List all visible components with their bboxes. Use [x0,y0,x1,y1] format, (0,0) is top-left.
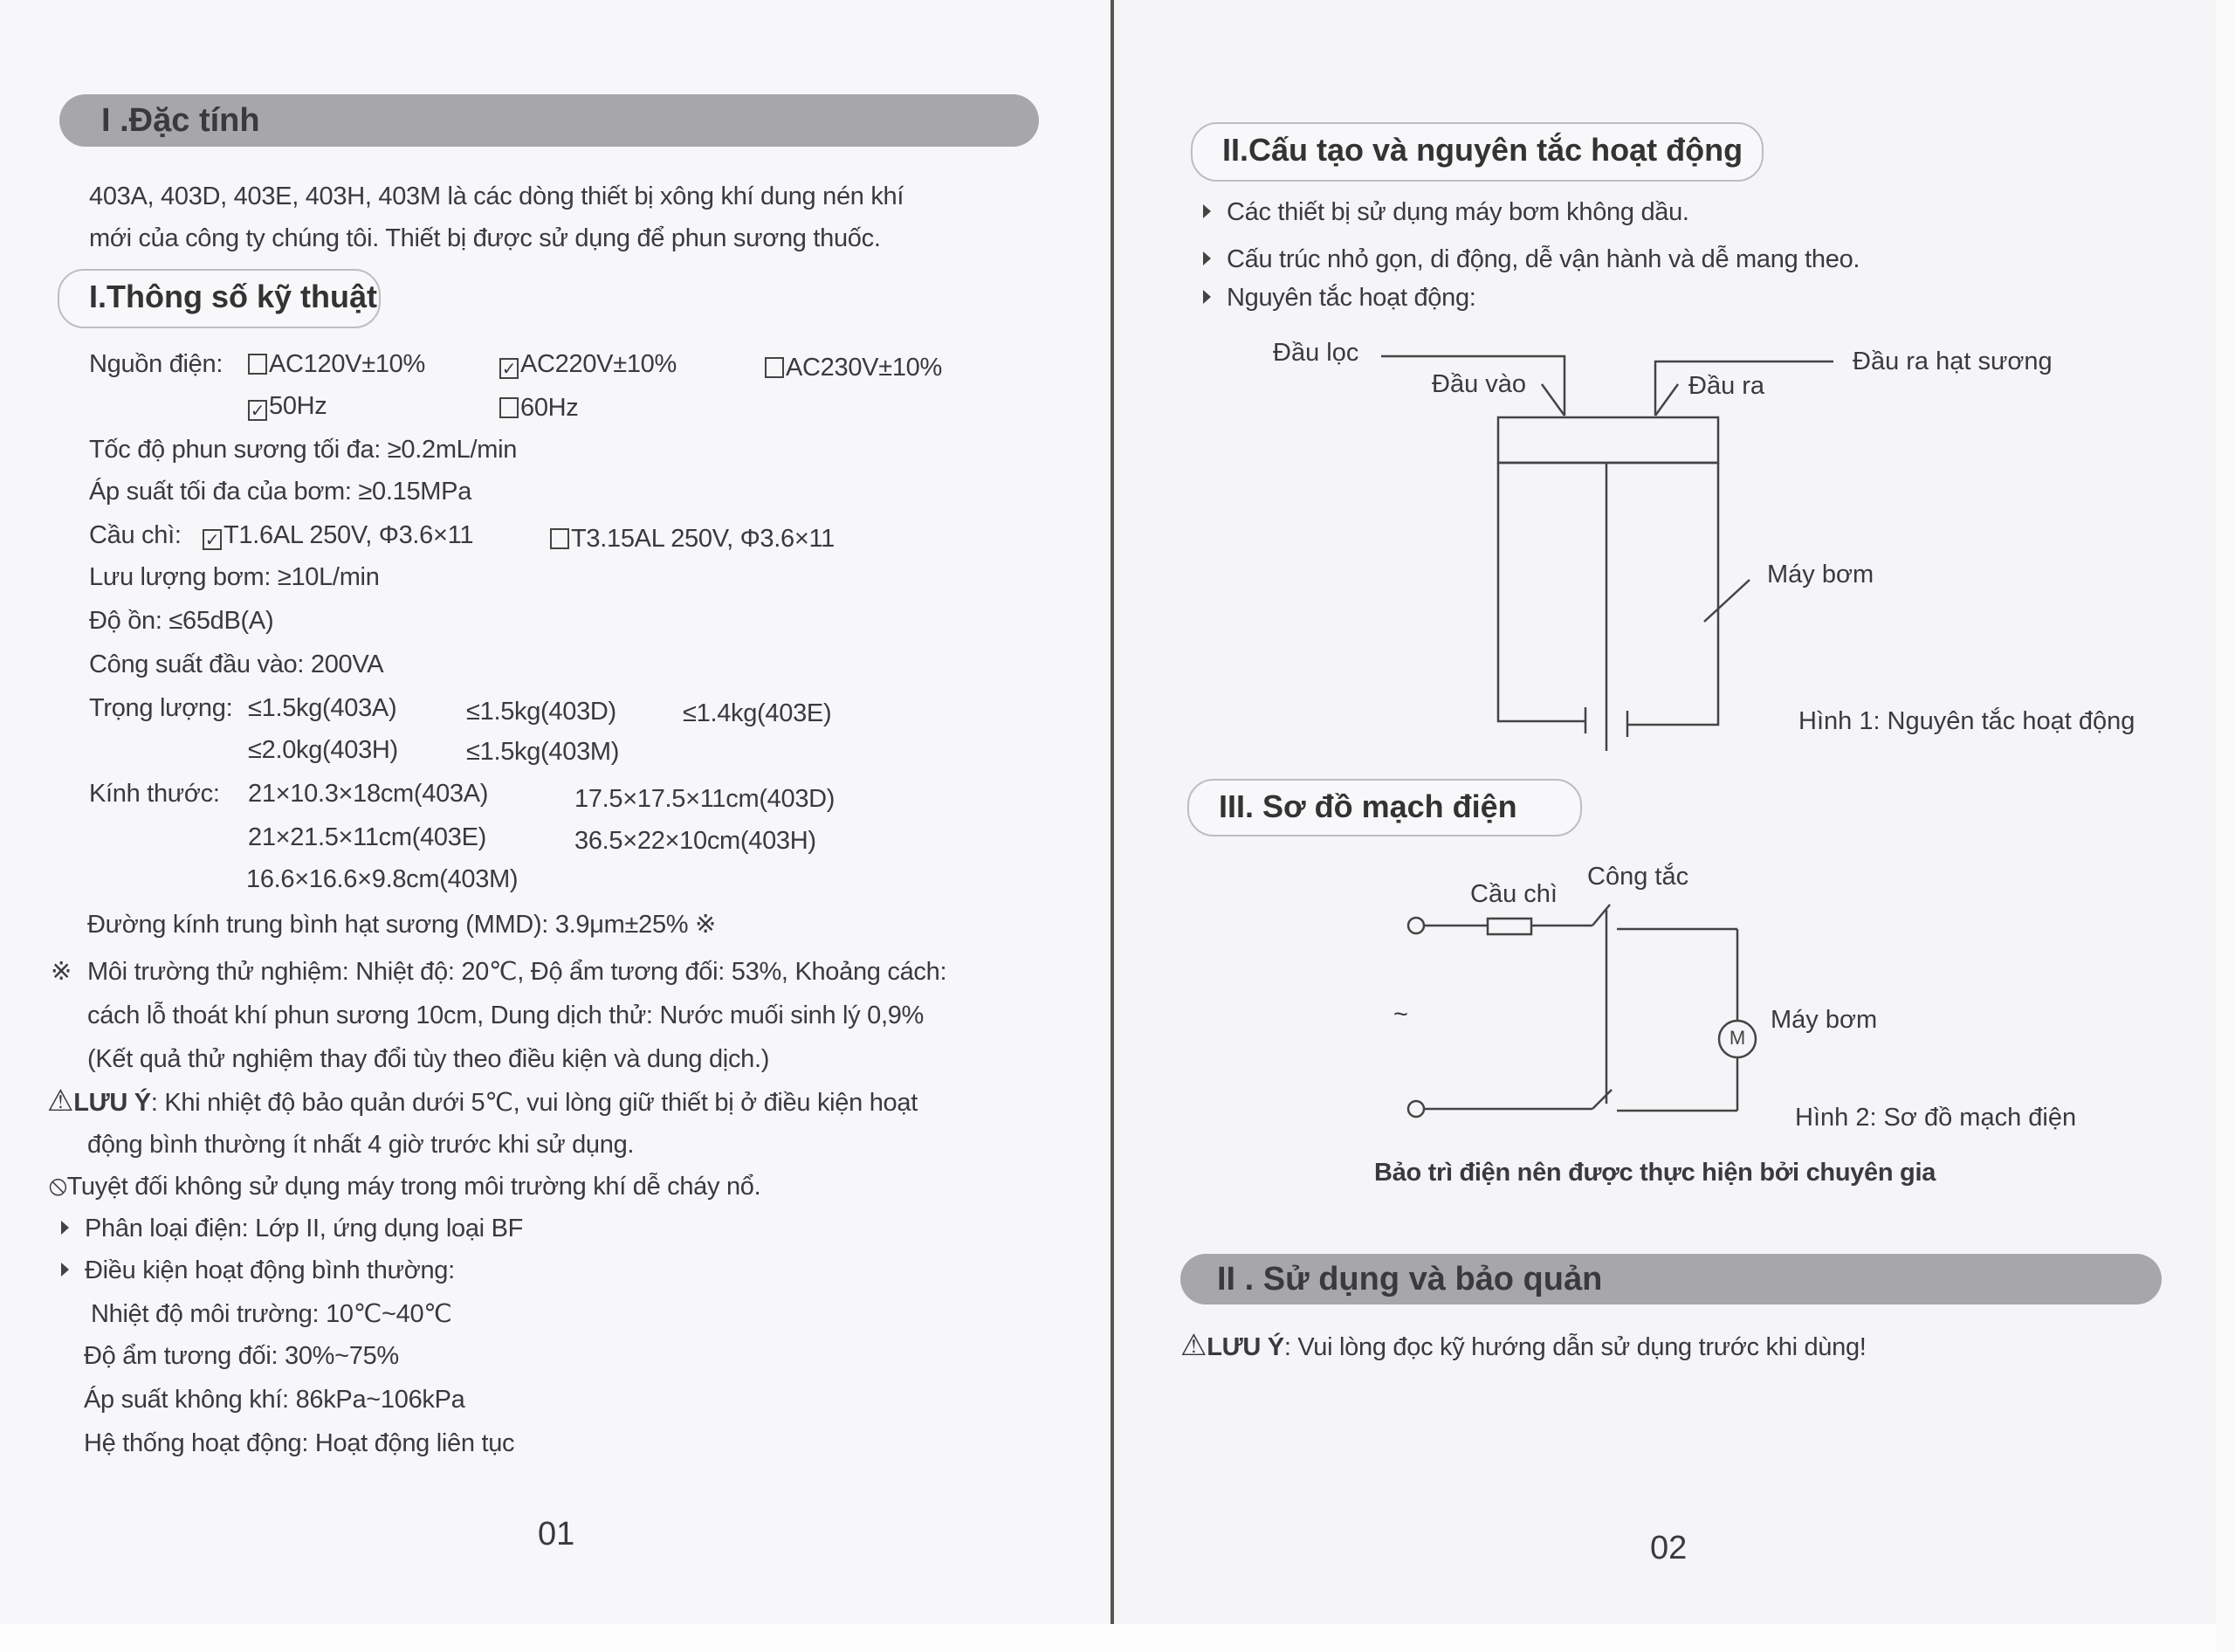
prohibition-note: ⦸Tuyệt đối không sử dụng máy trong môi trường khí dễ cháy nổ. [49,1169,761,1201]
weight-403m: ≤1.5kg(403M) [466,738,620,766]
fuse-option-1[interactable]: ✓ T1.6AL 250V, Φ3.6×11 [203,520,473,550]
bullet-arrow-icon [1203,204,1211,218]
bullet-arrow-icon [61,1221,69,1235]
size-403a: 21×10.3×18cm(403A) [248,780,489,808]
test-note-line2: cách lỗ thoát khí phun sương 10cm, Dung dịch thử: Nước muối sinh lý 0,9% [87,1002,925,1029]
checkbox-checked-icon[interactable]: ✓ [203,529,222,550]
prohibited-icon: ⦸ [49,1169,67,1201]
size-403h: 36.5×22×10cm(403H) [574,827,816,855]
figure2-circuit-diagram [1397,899,1764,1135]
label-filter: Đầu lọc [1273,339,1359,367]
checkbox-unchecked-icon[interactable] [248,354,267,375]
warning-triangle-icon: ⚠ [47,1084,74,1118]
condition-temperature: Nhiệt độ môi trường: 10℃~40℃ [91,1300,452,1328]
spec-pump-pressure: Áp suất tối đa của bơm: ≥0.15MPa [89,478,472,506]
checkbox-unchecked-icon[interactable] [765,357,784,378]
checkbox-checked-icon[interactable]: ✓ [248,400,267,421]
label-mist-outlet: Đầu ra hạt sương [1853,348,2053,375]
caution-storage-line2: động bình thường ít nhất 4 giờ trước khi sử dụng. [87,1131,635,1159]
caution-read-manual: ⚠LƯU Ý: Vui lòng đọc kỹ hướng dẫn sử dụng trước khi dùng! [1180,1329,1867,1362]
subsection-title: I.Thông số kỹ thuật [89,279,377,314]
weight-403e: ≤1.4kg(403E) [683,699,832,727]
scan-edge [2216,0,2235,1652]
condition-pressure: Áp suất không khí: 86kPa~106kPa [84,1386,465,1414]
spec-mmd: Đường kính trung bình hạt sương (MMD): 3.9μm±25% ※ [87,911,717,939]
scan-margin [0,1624,2235,1652]
spec-mist-rate: Tốc độ phun sương tối đa: ≥0.2mL/min [89,436,518,464]
size-403m: 16.6×16.6×9.8cm(403M) [246,865,519,893]
checkbox-unchecked-icon[interactable] [499,397,519,418]
test-note-symbol: ※ [51,958,72,986]
fuse-label: Cầu chì: [89,521,182,549]
checkbox-checked-icon[interactable]: ✓ [499,358,519,379]
bullet-arrow-icon [1203,290,1211,304]
warning-triangle-icon: ⚠ [1180,1329,1207,1362]
label-pump: Máy bơm [1767,561,1874,589]
weight-403h: ≤2.0kg(403H) [248,736,398,764]
subsection-header-specs [58,269,381,328]
label-inlet: Đầu vào [1432,370,1527,398]
condition-humidity: Độ ẩm tương đối: 30%~75% [84,1342,399,1370]
spec-pump-flow: Lưu lượng bơm: ≥10L/min [89,563,380,591]
spec-input-power: Công suất đầu vào: 200VA [89,650,384,678]
power-option-220v[interactable]: ✓ AC220V±10% [499,349,677,379]
page-number-left: 01 [538,1516,575,1552]
figure2-caption: Hình 2: Sơ đồ mạch điện [1795,1104,2077,1132]
freq-option-50hz[interactable]: ✓ 50Hz [248,391,327,421]
power-label: Nguồn điện: [89,350,224,378]
size-403d: 17.5×17.5×11cm(403D) [574,785,836,813]
label-fuse: Cầu chì [1470,880,1558,908]
section-header-circuit [1187,779,1582,836]
bullet-oil-free-pump: Các thiết bị sử dụng máy bơm không dầu. [1203,197,1689,227]
section-header-structure [1191,122,1764,182]
freq-option-60hz[interactable]: 60Hz [499,393,579,423]
size-403e: 21×21.5×11cm(403E) [248,823,486,851]
test-note-line3: (Kết quả thử nghiệm thay đổi tùy theo điều kiện và dung dịch.) [87,1045,770,1073]
section-title: II.Cấu tạo và nguyên tắc hoạt động [1222,132,1743,168]
book-spine [1111,0,1114,1624]
checkbox-unchecked-icon[interactable] [550,528,569,549]
bullet-compact: Cấu trúc nhỏ gọn, di động, dễ vận hành và dễ mang theo. [1203,244,1860,274]
condition-operation: Hệ thống hoạt động: Hoạt động liên tục [84,1429,515,1457]
fuse-option-2[interactable]: T3.15AL 250V, Φ3.6×11 [550,524,835,554]
page-number-right: 02 [1650,1530,1688,1566]
bullet-electric-class: Phân loại điện: Lớp II, ứng dụng loại BF [61,1214,523,1243]
label-motor-pump: Máy bơm [1771,1006,1878,1034]
bullet-arrow-icon [61,1263,69,1277]
weight-403d: ≤1.5kg(403D) [466,698,616,726]
spec-noise: Độ ồn: ≤65dB(A) [89,607,274,635]
bullet-arrow-icon [1203,251,1211,265]
figure1-operating-principle-diagram [1362,349,1851,760]
section-header-usage [1180,1254,2162,1304]
bullet-operating-principle: Nguyên tắc hoạt động: [1203,283,1476,313]
label-switch: Công tắc [1587,863,1689,891]
section-title: III. Sơ đồ mạch điện [1219,788,1517,824]
ac-symbol: ~ [1393,1001,1408,1029]
bullet-operating-conditions: Điều kiện hoạt động bình thường: [61,1256,455,1285]
size-label: Kính thước: [89,780,220,808]
section-title: II . Sử dụng và bảo quản [1217,1261,1603,1298]
section-header-characteristics [59,94,1039,147]
intro-text-line2: mới của công ty chúng tôi. Thiết bị được sử dụng để phun sương thuốc. [89,224,881,252]
intro-text-line1: 403A, 403D, 403E, 403H, 403M là các dòng thiết bị xông khí dung nén khí [89,182,904,210]
maintenance-note: Bảo trì điện nên được thực hiện bởi chuyên gia [1374,1159,1936,1187]
power-option-230v[interactable]: AC230V±10% [765,353,942,382]
figure1-caption: Hình 1: Nguyên tắc hoạt động [1798,707,2135,735]
section-title: I .Đặc tính [101,102,260,139]
test-note-line1: Môi trường thử nghiệm: Nhiệt độ: 20℃, Độ ẩm tương đối: 53%, Khoảng cách: [87,958,947,986]
power-option-120v[interactable]: AC120V±10% [248,349,425,379]
weight-label: Trọng lượng: [89,694,233,722]
motor-symbol: M [1729,1027,1746,1049]
label-outlet: Đầu ra [1688,372,1765,400]
weight-403a: ≤1.5kg(403A) [248,694,397,722]
caution-storage: ⚠LƯU Ý: Khi nhiệt độ bảo quản dưới 5℃, vui lòng giữ thiết bị ở điều kiện hoạt [47,1084,918,1118]
